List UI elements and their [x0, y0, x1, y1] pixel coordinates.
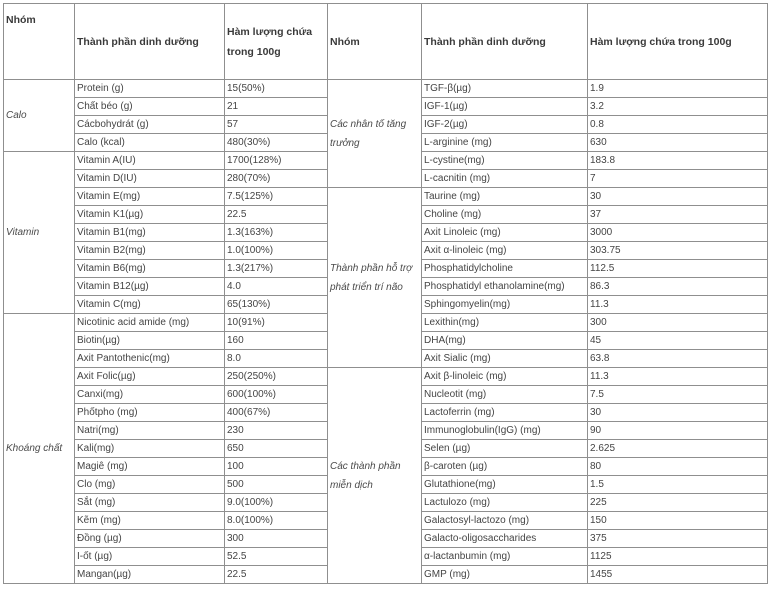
component-cell: Lexithin(mg) — [422, 314, 588, 332]
amount-cell: 500 — [225, 476, 328, 494]
amount-cell: 80 — [588, 458, 768, 476]
component-cell: Selen (µg) — [422, 440, 588, 458]
amount-cell: 480(30%) — [225, 134, 328, 152]
component-cell: Vitamin D(IU) — [75, 170, 225, 188]
table-row — [4, 368, 768, 386]
header-component: Thành phần dinh dưỡng — [75, 4, 225, 80]
component-cell: IGF-1(µg) — [422, 98, 588, 116]
group-cell: Calo — [4, 80, 75, 152]
component-cell: Kẽm (mg) — [75, 512, 225, 530]
amount-cell: 250(250%) — [225, 368, 328, 386]
amount-cell: 183.8 — [588, 152, 768, 170]
group-cell: Các thành phần miễn dịch — [328, 368, 422, 584]
component-cell: Vitamin E(mg) — [75, 188, 225, 206]
component-cell: Glutathione(mg) — [422, 476, 588, 494]
amount-cell: 650 — [225, 440, 328, 458]
component-cell: Vitamin A(IU) — [75, 152, 225, 170]
amount-cell: 1455 — [588, 566, 768, 584]
amount-cell: 1125 — [588, 548, 768, 566]
nutrition-table — [3, 3, 768, 584]
header-component-right: Thành phần dinh dưỡng — [422, 4, 588, 80]
amount-cell: 375 — [588, 530, 768, 548]
component-cell: Choline (mg) — [422, 206, 588, 224]
table-row — [4, 80, 768, 98]
amount-cell: 7 — [588, 170, 768, 188]
amount-cell: 303.75 — [588, 242, 768, 260]
amount-cell: 280(70%) — [225, 170, 328, 188]
component-cell: Vitamin C(mg) — [75, 296, 225, 314]
component-cell: Calo (kcal) — [75, 134, 225, 152]
amount-cell: 600(100%) — [225, 386, 328, 404]
component-cell: Mangan(µg) — [75, 566, 225, 584]
amount-cell: 7.5(125%) — [225, 188, 328, 206]
component-cell: α-lactanbumin (mg) — [422, 548, 588, 566]
amount-cell: 90 — [588, 422, 768, 440]
group-cell: Các nhân tố tăng trưởng — [328, 80, 422, 188]
amount-cell: 230 — [225, 422, 328, 440]
amount-cell: 65(130%) — [225, 296, 328, 314]
amount-cell: 11.3 — [588, 296, 768, 314]
amount-cell: 1.5 — [588, 476, 768, 494]
component-cell: Taurine (mg) — [422, 188, 588, 206]
amount-cell: 8.0(100%) — [225, 512, 328, 530]
component-cell: L-cacnitin (mg) — [422, 170, 588, 188]
component-cell: Sắt (mg) — [75, 494, 225, 512]
component-cell: Sphingomyelin(mg) — [422, 296, 588, 314]
amount-cell: 22.5 — [225, 566, 328, 584]
amount-cell: 3.2 — [588, 98, 768, 116]
component-cell: Canxi(mg) — [75, 386, 225, 404]
amount-cell: 160 — [225, 332, 328, 350]
component-cell: I-ốt (µg) — [75, 548, 225, 566]
component-cell: Đồng (µg) — [75, 530, 225, 548]
header-group: Nhóm — [4, 4, 75, 80]
amount-cell: 300 — [588, 314, 768, 332]
component-cell: Axit α-linoleic (mg) — [422, 242, 588, 260]
component-cell: Axit β-linoleic (mg) — [422, 368, 588, 386]
component-cell: Kali(mg) — [75, 440, 225, 458]
amount-cell: 9.0(100%) — [225, 494, 328, 512]
component-cell: Phốtpho (mg) — [75, 404, 225, 422]
group-cell: Khoáng chất — [4, 314, 75, 584]
header-group-right: Nhóm — [328, 4, 422, 80]
amount-cell: 1.3(217%) — [225, 260, 328, 278]
amount-cell: 45 — [588, 332, 768, 350]
component-cell: Nucleotit (mg) — [422, 386, 588, 404]
component-cell: Natri(mg) — [75, 422, 225, 440]
component-cell: Biotin(µg) — [75, 332, 225, 350]
table-row — [4, 188, 768, 206]
amount-cell: 37 — [588, 206, 768, 224]
component-cell: Galactosyl-lactozo (mg) — [422, 512, 588, 530]
amount-cell: 1700(128%) — [225, 152, 328, 170]
amount-cell: 10(91%) — [225, 314, 328, 332]
component-cell: Vitamin K1(µg) — [75, 206, 225, 224]
component-cell: DHA(mg) — [422, 332, 588, 350]
amount-cell: 1.0(100%) — [225, 242, 328, 260]
header-amount: Hàm lượng chứa trong 100g — [225, 4, 328, 80]
component-cell: Magiê (mg) — [75, 458, 225, 476]
amount-cell: 225 — [588, 494, 768, 512]
component-cell: GMP (mg) — [422, 566, 588, 584]
component-cell: β-caroten (µg) — [422, 458, 588, 476]
amount-cell: 400(67%) — [225, 404, 328, 422]
amount-cell: 52.5 — [225, 548, 328, 566]
amount-cell: 30 — [588, 404, 768, 422]
component-cell: IGF-2(µg) — [422, 116, 588, 134]
component-cell: Axit Linoleic (mg) — [422, 224, 588, 242]
component-cell: Axit Sialic (mg) — [422, 350, 588, 368]
amount-cell: 100 — [225, 458, 328, 476]
component-cell: Vitamin B6(mg) — [75, 260, 225, 278]
component-cell: Nicotinic acid amide (mg) — [75, 314, 225, 332]
amount-cell: 150 — [588, 512, 768, 530]
amount-cell: 7.5 — [588, 386, 768, 404]
amount-cell: 3000 — [588, 224, 768, 242]
component-cell: Chất béo (g) — [75, 98, 225, 116]
component-cell: Lactoferrin (mg) — [422, 404, 588, 422]
amount-cell: 1.9 — [588, 80, 768, 98]
amount-cell: 63.8 — [588, 350, 768, 368]
header-amount-right: Hàm lượng chứa trong 100g — [588, 4, 768, 80]
amount-cell: 2.625 — [588, 440, 768, 458]
component-cell: Phosphatidylcholine — [422, 260, 588, 278]
component-cell: Vitamin B1(mg) — [75, 224, 225, 242]
group-cell: Vitamin — [4, 152, 75, 314]
amount-cell: 112.5 — [588, 260, 768, 278]
header-row — [4, 4, 768, 80]
component-cell: Vitamin B2(mg) — [75, 242, 225, 260]
component-cell: Clo (mg) — [75, 476, 225, 494]
amount-cell: 21 — [225, 98, 328, 116]
amount-cell: 8.0 — [225, 350, 328, 368]
amount-cell: 0.8 — [588, 116, 768, 134]
amount-cell: 86.3 — [588, 278, 768, 296]
amount-cell: 22.5 — [225, 206, 328, 224]
amount-cell: 4.0 — [225, 278, 328, 296]
component-cell: TGF-β(µg) — [422, 80, 588, 98]
amount-cell: 15(50%) — [225, 80, 328, 98]
amount-cell: 630 — [588, 134, 768, 152]
amount-cell: 300 — [225, 530, 328, 548]
component-cell: Protein (g) — [75, 80, 225, 98]
table-body — [4, 80, 768, 584]
component-cell: Axit Folic(µg) — [75, 368, 225, 386]
amount-cell: 57 — [225, 116, 328, 134]
component-cell: Galacto-oligosaccharides — [422, 530, 588, 548]
amount-cell: 1.3(163%) — [225, 224, 328, 242]
component-cell: Phosphatidyl ethanolamine(mg) — [422, 278, 588, 296]
component-cell: Axit Pantothenic(mg) — [75, 350, 225, 368]
component-cell: L-cystine(mg) — [422, 152, 588, 170]
component-cell: Cácbohydrát (g) — [75, 116, 225, 134]
component-cell: Immunoglobulin(IgG) (mg) — [422, 422, 588, 440]
component-cell: Vitamin B12(µg) — [75, 278, 225, 296]
component-cell: Lactulozo (mg) — [422, 494, 588, 512]
amount-cell: 30 — [588, 188, 768, 206]
amount-cell: 11.3 — [588, 368, 768, 386]
group-cell: Thành phần hỗ trợ phát triển trí não — [328, 188, 422, 368]
component-cell: L-arginine (mg) — [422, 134, 588, 152]
